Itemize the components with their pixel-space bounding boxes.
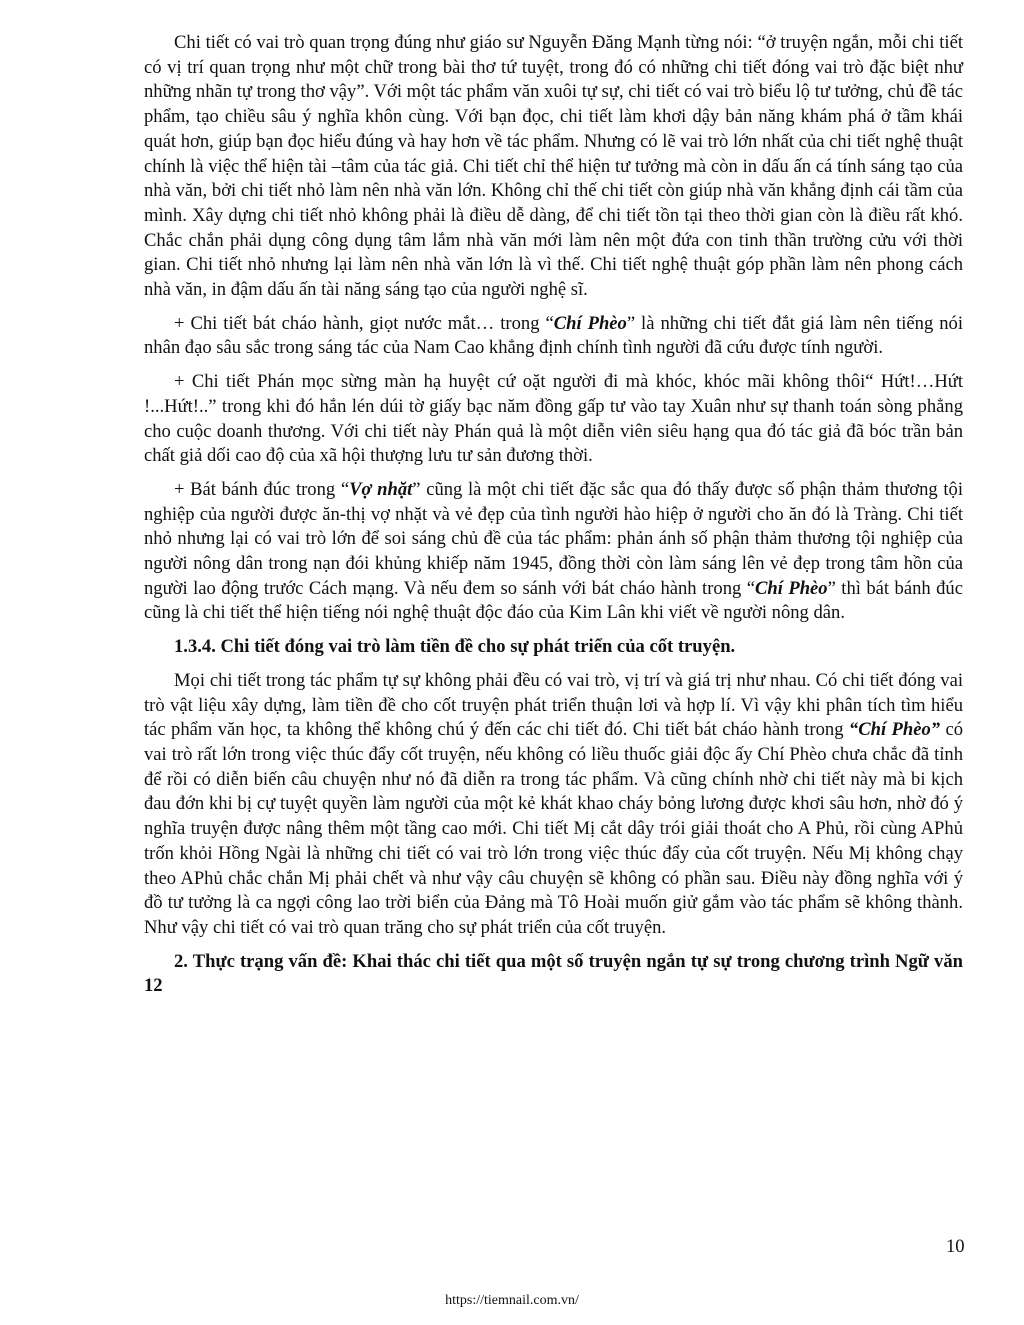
text-run: ” thì bát bánh đúc cũng là chi tiết thể hiện tiếng nói nghệ thuật độc đáo của Kim Lân khi viết về người nông dân. bbox=[144, 577, 963, 624]
footer-url[interactable]: https://tiemnail.com.vn/ bbox=[445, 1293, 579, 1308]
text-run: + Bát bánh đúc trong “ bbox=[174, 478, 350, 500]
body-paragraph bbox=[144, 31, 963, 303]
work-title: Chí Phèo bbox=[755, 577, 828, 599]
text-run: ” cũng là một chi tiết đặc sắc qua đó thấy được số phận thảm thương tội nghiệp của người được ăn-thị vợ nhặt và vẻ đẹp của tình người hào hiệp ở người cho ăn đó là Tràng. Chi tiết nhỏ nhưng lại có vai trò lớn để soi sáng chủ đề của tác phẩm: phản ánh số phận thảm thương tội nghiệp của người nông dân trong nạn đói khủng khiếp năm 1945, đồng thời còn làm sáng lên vẻ đẹp trong tâm hồn của người lao động trước Cách mạng. Và nếu đem so sánh với bát cháo hành trong “ bbox=[144, 478, 963, 599]
section-heading bbox=[144, 950, 963, 999]
text-run: ” là những chi tiết đắt giá làm nên tiếng nói nhân đạo sâu sắc trong sáng tác của Nam Cao khẳng định chính tình người đã cứu được tính người. bbox=[144, 312, 963, 359]
text-run: Chi tiết có vai trò quan trọng đúng như giáo sư Nguyễn Đăng Mạnh từng nói: “ở truyện ngắn, mỗi chi tiết có vị trí quan trọng như một chữ trong bài thơ tứ tuyệt, trong đó có những chi tiết đóng vai trò đặc biệt như những nhãn tự trong thơ vậy”. Với một tác phẩm văn xuôi tự sự, chi tiết có vai trò biểu lộ tư tưởng, chủ đề tác phẩm, tạo chiều sâu ý nghĩa khôn cùng. Với bạn đọc, chi tiết làm khơi dậy bản năng khám phá ở tầm khái quát hơn, giúp bạn đọc hiểu đúng và hay hơn về tác phẩm. Nhưng có lẽ vai trò lớn nhất của chi tiết nghệ thuật chính là việc thể hiện tài –tâm của tác giả. Chi tiết chỉ thể hiện tư tưởng mà còn in dấu ấn cá tính sáng tạo của nhà văn, bởi chi tiết nhỏ làm nên nhà văn lớn. Không chỉ thế chi tiết còn giúp nhà văn khẳng định cái tầm của mình. Xây dựng chi tiết nhỏ không phải là điều dễ dàng, để chi tiết tồn tại theo thời gian còn là điều rất khó. Chắc chắn phải dụng công dụng tâm lắm nhà văn mới làm nên một đứa con tinh thần trường cửu với thời gian. Chi tiết nhỏ nhưng lại làm nên nhà văn lớn là vì thế. Chi tiết nghệ thuật góp phần làm nên phong cách nhà văn, in đậm dấu ấn tài năng sáng tạo của người nghệ sĩ. bbox=[144, 32, 963, 301]
text-run: Mọi chi tiết trong tác phẩm tự sự không phải đều có vai trò, vị trí và giá trị như nhau. Có chi tiết đóng vai trò vật liệu xây dựng, làm tiền đề cho cốt truyện phát triển thuận lơi và hợp lí. Vì vậy khi phân tích tìm hiểu tác phẩm văn học, ta không thể không chú ý đến các chi tiết đó. Chi tiết bát cháo hành trong bbox=[144, 669, 963, 741]
body-paragraph bbox=[144, 370, 963, 469]
text-run: + Chi tiết bát cháo hành, giọt nước mắt… trong “ bbox=[174, 312, 554, 334]
text-run: 1.3.4. Chi tiết đóng vai trò làm tiền đề cho sự phát triển của cốt truyện. bbox=[174, 636, 736, 658]
body-paragraph bbox=[144, 669, 963, 941]
work-title: Chí Phèo bbox=[553, 312, 627, 334]
work-title: “Chí Phèo” bbox=[848, 719, 941, 741]
body-paragraph bbox=[144, 312, 963, 361]
section-heading bbox=[144, 635, 963, 660]
document-body bbox=[144, 31, 963, 1008]
text-run: có vai trò rất lớn trong việc thúc đẩy cốt truyện, nếu không có liều thuốc giải độc ấy Chí Phèo chưa chắc đã tỉnh để rồi có diễn biến câu chuyện như nó đã diễn ra trong tác phẩm. Và cũng chính nhờ chi tiết này mà bi kịch đau đớn khi bị cự tuyệt quyền làm người của một kẻ khát khao cháy bỏng lương được khơi sâu hơn, nhờ đó ý nghĩa truyện được nâng thêm một tầng cao mới. Chi tiết Mị cắt dây trói giải thoát cho A Phủ, rồi cùng APhủ trốn khỏi Hồng Ngài là những chi tiết có vai trò lớn trong việc thúc đẩy của cốt truyện. Nếu Mị không chạy theo APhủ chắc chắn Mị phải chết và như vậy câu chuyện sẽ không có phần sau. Điều này đồng nghĩa với ý đồ tư tưởng là ca ngợi công lao trời biển của Đảng mà Tô Hoài muốn giử gắm vào tác phẩm sẽ không thành. Như vậy chi tiết có vai trò quan trăng cho sự phát triển của cốt truyện. bbox=[144, 719, 964, 938]
work-title: Vợ nhặt bbox=[349, 478, 413, 500]
page-number: 10 bbox=[946, 1236, 965, 1257]
body-paragraph bbox=[144, 478, 963, 626]
text-run: 2. Thực trạng vấn đề: Khai thác chi tiết qua một số truyện ngắn tự sự trong chương trình Ngữ văn 12 bbox=[144, 950, 963, 997]
text-run: + Chi tiết Phán mọc sừng màn hạ huyệt cứ oặt người đi mà khóc, khóc mãi không thôi“ Hứt!…Hứt !...Hứt!..” trong khi đó hắn lén dúi tờ giấy bạc năm đồng gấp tư vào tay Xuân như sự thanh toán sòng phẳng cho cuộc doanh thương. Với chi tiết này Phán quả là một diễn viên siêu hạng qua đó tác giả đã bóc trần bản chất giả dối cao độ của xã hội thượng lưu tư sản đương thời. bbox=[144, 371, 963, 467]
